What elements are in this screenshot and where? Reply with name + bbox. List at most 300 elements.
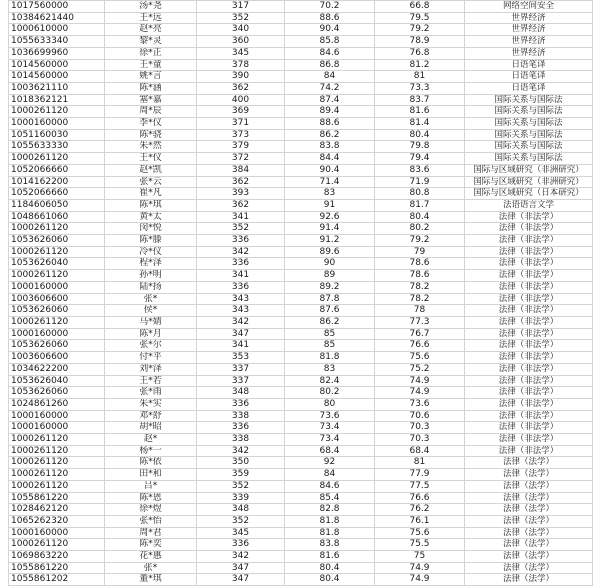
final-score-cell: 78.6	[375, 258, 465, 270]
name-cell: 赵*凯	[105, 164, 197, 176]
retest-score-cell: 89.2	[285, 281, 375, 293]
name-cell: 陈*琪	[105, 199, 197, 211]
total-score-cell: 348	[197, 504, 285, 516]
total-score-cell: 341	[197, 270, 285, 282]
total-score-cell: 390	[197, 71, 285, 83]
name-cell: 陆*扬	[105, 281, 197, 293]
final-score-cell: 81	[375, 457, 465, 469]
candidate-id-cell: 1000160000	[9, 527, 105, 539]
name-cell: 张*怡	[105, 515, 197, 527]
final-score-cell: 68.4	[375, 445, 465, 457]
major-cell: 世界经济	[465, 24, 593, 36]
total-score-cell: 352	[197, 12, 285, 24]
candidate-id-cell: 1000261120	[9, 223, 105, 235]
name-cell: 张*雨	[105, 387, 197, 399]
major-cell: 法律（非法学）	[465, 258, 593, 270]
candidate-id-cell: 1055633340	[9, 36, 105, 48]
total-score-cell: 362	[197, 199, 285, 211]
name-cell: 黎*灵	[105, 36, 197, 48]
major-cell: 法律（非法学）	[465, 363, 593, 375]
final-score-cell: 70.3	[375, 422, 465, 434]
final-score-cell: 81	[375, 71, 465, 83]
final-score-cell: 71.9	[375, 176, 465, 188]
candidate-id-cell: 1000261120	[9, 316, 105, 328]
major-cell: 国际关系与国际法	[465, 106, 593, 118]
total-score-cell: 342	[197, 316, 285, 328]
major-cell: 法律（非法学）	[465, 352, 593, 364]
table-row	[9, 469, 593, 481]
retest-score-cell: 87.4	[285, 94, 375, 106]
final-score-cell: 70.3	[375, 434, 465, 446]
total-score-cell: 341	[197, 211, 285, 223]
name-cell: 周*辰	[105, 106, 197, 118]
candidate-id-cell: 1000261120	[9, 445, 105, 457]
name-cell: 赵*	[105, 434, 197, 446]
major-cell: 法律（非法学）	[465, 434, 593, 446]
name-cell: 张*云	[105, 176, 197, 188]
candidate-id-cell: 1024861260	[9, 398, 105, 410]
name-cell: 侯*	[105, 305, 197, 317]
total-score-cell: 339	[197, 492, 285, 504]
major-cell: 日语笔译	[465, 82, 593, 94]
candidate-id-cell: 1053626040	[9, 375, 105, 387]
major-cell: 法律（非法学）	[465, 398, 593, 410]
major-cell: 法律（非法学）	[465, 293, 593, 305]
table-row	[9, 164, 593, 176]
retest-score-cell: 82.4	[285, 375, 375, 387]
major-cell: 法律（非法学）	[465, 316, 593, 328]
final-score-cell: 78.2	[375, 281, 465, 293]
score-table-body	[9, 1, 593, 586]
total-score-cell: 369	[197, 106, 285, 118]
table-row	[9, 24, 593, 36]
final-score-cell: 78.9	[375, 36, 465, 48]
retest-score-cell: 74.2	[285, 82, 375, 94]
name-cell: 陈*涵	[105, 82, 197, 94]
total-score-cell: 400	[197, 94, 285, 106]
table-row	[9, 47, 593, 59]
retest-score-cell: 81.8	[285, 527, 375, 539]
table-row	[9, 375, 593, 387]
final-score-cell: 70.6	[375, 410, 465, 422]
table-row	[9, 352, 593, 364]
major-cell: 法律（法学）	[465, 492, 593, 504]
total-score-cell: 336	[197, 539, 285, 551]
retest-score-cell: 68.4	[285, 445, 375, 457]
table-row	[9, 106, 593, 118]
name-cell: 孙*明	[105, 270, 197, 282]
name-cell: 田*和	[105, 469, 197, 481]
table-row	[9, 153, 593, 165]
major-cell: 法律（法学）	[465, 527, 593, 539]
major-cell: 网络空间安全	[465, 1, 593, 13]
table-row	[9, 270, 593, 282]
final-score-cell: 76.7	[375, 328, 465, 340]
retest-score-cell: 88.6	[285, 118, 375, 130]
candidate-id-cell: 1014560000	[9, 59, 105, 71]
name-cell: 塞*嘉	[105, 94, 197, 106]
table-row	[9, 141, 593, 153]
retest-score-cell: 84.4	[285, 153, 375, 165]
name-cell: 刘*泽	[105, 363, 197, 375]
candidate-id-cell: 1000261120	[9, 480, 105, 492]
candidate-id-cell: 1000261120	[9, 106, 105, 118]
final-score-cell: 81.4	[375, 118, 465, 130]
total-score-cell: 352	[197, 223, 285, 235]
name-cell: 吕*	[105, 480, 197, 492]
candidate-id-cell: 10384621440	[9, 12, 105, 24]
final-score-cell: 78.2	[375, 293, 465, 305]
table-row	[9, 188, 593, 200]
total-score-cell: 336	[197, 258, 285, 270]
retest-score-cell: 85.4	[285, 492, 375, 504]
name-cell: 陈*依	[105, 457, 197, 469]
total-score-cell: 350	[197, 457, 285, 469]
total-score-cell: 353	[197, 352, 285, 364]
name-cell: 杨*一	[105, 445, 197, 457]
total-score-cell: 338	[197, 410, 285, 422]
name-cell: 李*仪	[105, 118, 197, 130]
name-cell: 王*童	[105, 59, 197, 71]
final-score-cell: 77.5	[375, 480, 465, 492]
final-score-cell: 66.8	[375, 1, 465, 13]
major-cell: 国际关系与国际法	[465, 94, 593, 106]
retest-score-cell: 82.8	[285, 504, 375, 516]
name-cell: 花*惠	[105, 551, 197, 563]
candidate-id-cell: 1053626060	[9, 235, 105, 247]
name-cell: 徐*煜	[105, 504, 197, 516]
total-score-cell: 336	[197, 235, 285, 247]
retest-score-cell: 85	[285, 340, 375, 352]
major-cell: 法律（非法学）	[465, 270, 593, 282]
retest-score-cell: 89.4	[285, 106, 375, 118]
name-cell: 陈*滕	[105, 235, 197, 247]
final-score-cell: 74.9	[375, 375, 465, 387]
name-cell: 赵*亮	[105, 24, 197, 36]
candidate-id-cell: 1036699960	[9, 47, 105, 59]
candidate-id-cell: 1069863220	[9, 551, 105, 563]
total-score-cell: 347	[197, 328, 285, 340]
major-cell: 法律（法学）	[465, 574, 593, 586]
retest-score-cell: 92.6	[285, 211, 375, 223]
total-score-cell: 341	[197, 340, 285, 352]
retest-score-cell: 91.2	[285, 235, 375, 247]
table-row	[9, 12, 593, 24]
table-row	[9, 118, 593, 130]
table-row	[9, 387, 593, 399]
candidate-id-cell: 1003621110	[9, 82, 105, 94]
retest-score-cell: 86.2	[285, 316, 375, 328]
final-score-cell: 74.9	[375, 574, 465, 586]
major-cell: 法律（非法学）	[465, 211, 593, 223]
total-score-cell: 343	[197, 293, 285, 305]
candidate-id-cell: 1053626040	[9, 258, 105, 270]
retest-score-cell: 84.6	[285, 480, 375, 492]
major-cell: 国际与区域研究（日本研究）	[465, 188, 593, 200]
final-score-cell: 76.1	[375, 515, 465, 527]
total-score-cell: 343	[197, 305, 285, 317]
final-score-cell: 75.6	[375, 352, 465, 364]
retest-score-cell: 80	[285, 398, 375, 410]
table-row	[9, 36, 593, 48]
total-score-cell: 347	[197, 574, 285, 586]
table-row	[9, 258, 593, 270]
table-row	[9, 94, 593, 106]
retest-score-cell: 91.4	[285, 223, 375, 235]
name-cell: 张*	[105, 293, 197, 305]
final-score-cell: 80.8	[375, 188, 465, 200]
major-cell: 法律（法学）	[465, 539, 593, 551]
retest-score-cell: 86.2	[285, 129, 375, 141]
retest-score-cell: 84.6	[285, 47, 375, 59]
table-row	[9, 504, 593, 516]
candidate-id-cell: 1055633330	[9, 141, 105, 153]
retest-score-cell: 84	[285, 71, 375, 83]
table-row	[9, 293, 593, 305]
major-cell: 国际关系与国际法	[465, 153, 593, 165]
candidate-id-cell: 1000160000	[9, 118, 105, 130]
total-score-cell: 342	[197, 246, 285, 258]
final-score-cell: 75.5	[375, 539, 465, 551]
candidate-id-cell: 1055861220	[9, 492, 105, 504]
name-cell: 付*平	[105, 352, 197, 364]
table-row	[9, 410, 593, 422]
table-row	[9, 434, 593, 446]
final-score-cell: 80.4	[375, 211, 465, 223]
major-cell: 法律（法学）	[465, 551, 593, 563]
name-cell: 朱*实	[105, 398, 197, 410]
retest-score-cell: 87.8	[285, 293, 375, 305]
candidate-id-cell: 1055861202	[9, 574, 105, 586]
final-score-cell: 81.7	[375, 199, 465, 211]
total-score-cell: 348	[197, 387, 285, 399]
major-cell: 法律（非法学）	[465, 410, 593, 422]
total-score-cell: 340	[197, 24, 285, 36]
table-row	[9, 59, 593, 71]
final-score-cell: 81.2	[375, 59, 465, 71]
final-score-cell: 77.9	[375, 469, 465, 481]
total-score-cell: 337	[197, 375, 285, 387]
name-cell: 王*仪	[105, 153, 197, 165]
total-score-cell: 352	[197, 480, 285, 492]
total-score-cell: 336	[197, 398, 285, 410]
retest-score-cell: 89	[285, 270, 375, 282]
table-row	[9, 422, 593, 434]
name-cell: 王*若	[105, 375, 197, 387]
final-score-cell: 79	[375, 246, 465, 258]
name-cell: 朱*然	[105, 141, 197, 153]
retest-score-cell: 81.6	[285, 551, 375, 563]
name-cell: 闵*悦	[105, 223, 197, 235]
retest-score-cell: 89.6	[285, 246, 375, 258]
name-cell: 陈*月	[105, 328, 197, 340]
total-score-cell: 379	[197, 141, 285, 153]
candidate-id-cell: 1000160000	[9, 328, 105, 340]
major-cell: 法律（非法学）	[465, 246, 593, 258]
total-score-cell: 336	[197, 281, 285, 293]
major-cell: 法律（非法学）	[465, 281, 593, 293]
final-score-cell: 80.4	[375, 129, 465, 141]
retest-score-cell: 80.4	[285, 562, 375, 574]
candidate-id-cell: 1000261120	[9, 246, 105, 258]
name-cell: 王*远	[105, 12, 197, 24]
major-cell: 法律（非法学）	[465, 223, 593, 235]
candidate-id-cell: 1000261120	[9, 434, 105, 446]
table-row	[9, 445, 593, 457]
retest-score-cell: 83	[285, 188, 375, 200]
name-cell: 汤*尧	[105, 1, 197, 13]
table-row	[9, 363, 593, 375]
name-cell: 姚*言	[105, 71, 197, 83]
major-cell: 法律（非法学）	[465, 340, 593, 352]
final-score-cell: 74.9	[375, 387, 465, 399]
table-row	[9, 211, 593, 223]
total-score-cell: 360	[197, 36, 285, 48]
candidate-id-cell: 1055861220	[9, 562, 105, 574]
major-cell: 法律（法学）	[465, 504, 593, 516]
retest-score-cell: 80.4	[285, 574, 375, 586]
retest-score-cell: 83.8	[285, 141, 375, 153]
table-row	[9, 328, 593, 340]
major-cell: 世界经济	[465, 47, 593, 59]
major-cell: 法语语言文学	[465, 199, 593, 211]
score-table	[8, 0, 593, 586]
retest-score-cell: 83	[285, 363, 375, 375]
final-score-cell: 77.3	[375, 316, 465, 328]
total-score-cell: 384	[197, 164, 285, 176]
table-row	[9, 129, 593, 141]
table-row	[9, 457, 593, 469]
final-score-cell: 79.5	[375, 12, 465, 24]
retest-score-cell: 80.2	[285, 387, 375, 399]
final-score-cell: 74.9	[375, 562, 465, 574]
retest-score-cell: 84	[285, 469, 375, 481]
candidate-id-cell: 1052066660	[9, 188, 105, 200]
final-score-cell: 79.2	[375, 235, 465, 247]
final-score-cell: 76.8	[375, 47, 465, 59]
table-row	[9, 235, 593, 247]
candidate-id-cell: 1000160000	[9, 422, 105, 434]
name-cell: 张*	[105, 562, 197, 574]
candidate-id-cell: 1000160000	[9, 281, 105, 293]
final-score-cell: 83.7	[375, 94, 465, 106]
total-score-cell: 317	[197, 1, 285, 13]
major-cell: 日语笔译	[465, 71, 593, 83]
candidate-id-cell: 1053626060	[9, 340, 105, 352]
candidate-id-cell: 1014560000	[9, 71, 105, 83]
major-cell: 法律（非法学）	[465, 328, 593, 340]
final-score-cell: 73.3	[375, 82, 465, 94]
table-row	[9, 199, 593, 211]
total-score-cell: 362	[197, 176, 285, 188]
total-score-cell: 345	[197, 47, 285, 59]
major-cell: 世界经济	[465, 36, 593, 48]
candidate-id-cell: 1052066660	[9, 164, 105, 176]
candidate-id-cell: 1000261120	[9, 469, 105, 481]
final-score-cell: 73.6	[375, 398, 465, 410]
total-score-cell: 373	[197, 129, 285, 141]
candidate-id-cell: 1000261120	[9, 539, 105, 551]
retest-score-cell: 91	[285, 199, 375, 211]
retest-score-cell: 83.8	[285, 539, 375, 551]
candidate-id-cell: 1028462120	[9, 504, 105, 516]
candidate-id-cell: 1184606050	[9, 199, 105, 211]
total-score-cell: 359	[197, 469, 285, 481]
retest-score-cell: 90	[285, 258, 375, 270]
major-cell: 国际关系与国际法	[465, 118, 593, 130]
major-cell: 国际与区域研究（非洲研究）	[465, 164, 593, 176]
name-cell: 冷*仪	[105, 246, 197, 258]
table-row	[9, 492, 593, 504]
retest-score-cell: 90.4	[285, 24, 375, 36]
major-cell: 法律（法学）	[465, 457, 593, 469]
retest-score-cell: 81.8	[285, 352, 375, 364]
candidate-id-cell: 1053626060	[9, 387, 105, 399]
table-row	[9, 305, 593, 317]
table-row	[9, 223, 593, 235]
candidate-id-cell: 1034622200	[9, 363, 105, 375]
table-row	[9, 340, 593, 352]
candidate-id-cell: 1003606600	[9, 293, 105, 305]
major-cell: 法律（法学）	[465, 562, 593, 574]
final-score-cell: 80.2	[375, 223, 465, 235]
name-cell: 董*琪	[105, 574, 197, 586]
name-cell: 陈*恩	[105, 492, 197, 504]
major-cell: 国际关系与国际法	[465, 141, 593, 153]
name-cell: 陈*骁	[105, 129, 197, 141]
table-row	[9, 246, 593, 258]
total-score-cell: 342	[197, 445, 285, 457]
candidate-id-cell: 1053626060	[9, 305, 105, 317]
total-score-cell: 393	[197, 188, 285, 200]
final-score-cell: 76.6	[375, 492, 465, 504]
final-score-cell: 79.2	[375, 24, 465, 36]
table-row	[9, 574, 593, 586]
table-row	[9, 539, 593, 551]
candidate-id-cell: 1065262320	[9, 515, 105, 527]
table-row	[9, 515, 593, 527]
major-cell: 法律（非法学）	[465, 235, 593, 247]
retest-score-cell: 90.4	[285, 164, 375, 176]
table-row	[9, 82, 593, 94]
candidate-id-cell: 1000160000	[9, 410, 105, 422]
total-score-cell: 371	[197, 118, 285, 130]
candidate-id-cell: 1048661060	[9, 211, 105, 223]
total-score-cell: 378	[197, 59, 285, 71]
table-row	[9, 480, 593, 492]
total-score-cell: 338	[197, 434, 285, 446]
candidate-id-cell: 1000261120	[9, 270, 105, 282]
major-cell: 法律（非法学）	[465, 375, 593, 387]
candidate-id-cell: 1000610000	[9, 24, 105, 36]
final-score-cell: 75.2	[375, 363, 465, 375]
candidate-id-cell: 1000261120	[9, 457, 105, 469]
name-cell: 马*婧	[105, 316, 197, 328]
final-score-cell: 79.8	[375, 141, 465, 153]
final-score-cell: 75	[375, 551, 465, 563]
table-row	[9, 551, 593, 563]
major-cell: 日语笔译	[465, 59, 593, 71]
name-cell: 陈*奕	[105, 539, 197, 551]
total-score-cell: 345	[197, 527, 285, 539]
retest-score-cell: 87.6	[285, 305, 375, 317]
final-score-cell: 81.6	[375, 106, 465, 118]
major-cell: 法律（非法学）	[465, 387, 593, 399]
retest-score-cell: 73.6	[285, 410, 375, 422]
major-cell: 法律（非法学）	[465, 422, 593, 434]
table-row	[9, 281, 593, 293]
final-score-cell: 75.6	[375, 527, 465, 539]
